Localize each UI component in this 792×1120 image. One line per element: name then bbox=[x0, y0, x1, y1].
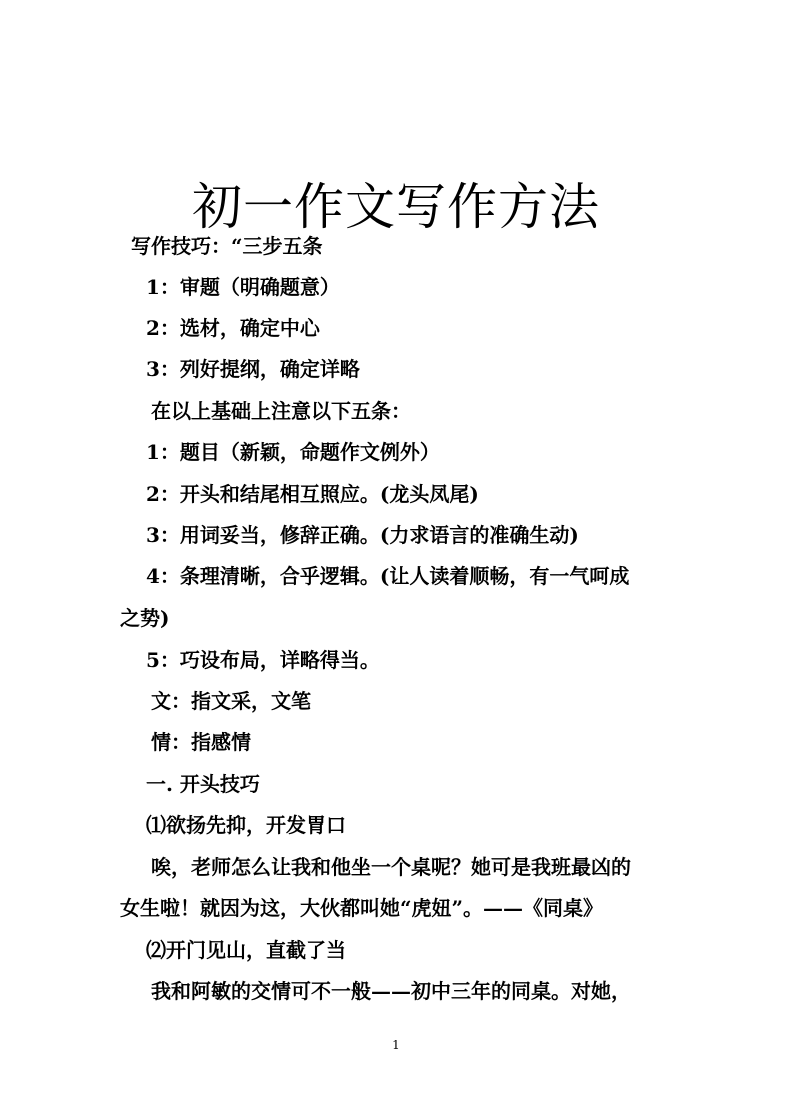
paragraph-line: 之势) bbox=[120, 606, 170, 630]
paragraph-line: 在以上基础上注意以下五条： bbox=[151, 399, 411, 423]
paragraph-line: 4：条理清晰，合乎逻辑。(让人读着顺畅，有一气呵成 bbox=[146, 564, 630, 588]
paragraph-line: 我和阿敏的交情可不一般——初中三年的同桌。对她， bbox=[151, 979, 631, 1003]
paragraph-line: 3：列好提纲，确定详略 bbox=[146, 357, 360, 381]
paragraph-line: 写作技巧：“三步五条 bbox=[131, 234, 323, 258]
paragraph-line: 3：用词妥当，修辞正确。(力求语言的准确生动) bbox=[146, 523, 579, 547]
page-number: 1 bbox=[392, 1038, 400, 1052]
subsection-heading: ⑵开门见山，直截了当 bbox=[146, 938, 346, 962]
section-heading: 一. 开头技巧 bbox=[146, 772, 260, 796]
paragraph-line: 情：指感情 bbox=[151, 730, 251, 754]
paragraph-line: 5：巧设布局，详略得当。 bbox=[146, 648, 380, 672]
paragraph-line: 2：选材，确定中心 bbox=[146, 316, 320, 340]
paragraph-line: 1：审题（明确题意） bbox=[146, 275, 340, 299]
document-title: 初一作文写作方法 bbox=[192, 177, 600, 236]
paragraph-line: 2：开头和结尾相互照应。(龙头凤尾) bbox=[146, 482, 479, 506]
paragraph-line: 1：题目（新颖，命题作文例外） bbox=[146, 440, 440, 464]
paragraph-line: 唉，老师怎么让我和他坐一个桌呢？她可是我班最凶的 bbox=[151, 855, 631, 879]
subsection-heading: ⑴欲扬先抑，开发胃口 bbox=[146, 813, 346, 837]
paragraph-line: 文：指文采，文笔 bbox=[151, 689, 311, 713]
paragraph-line: 女生啦！就因为这，大伙都叫她“虎妞”。——《同桌》 bbox=[120, 896, 604, 920]
